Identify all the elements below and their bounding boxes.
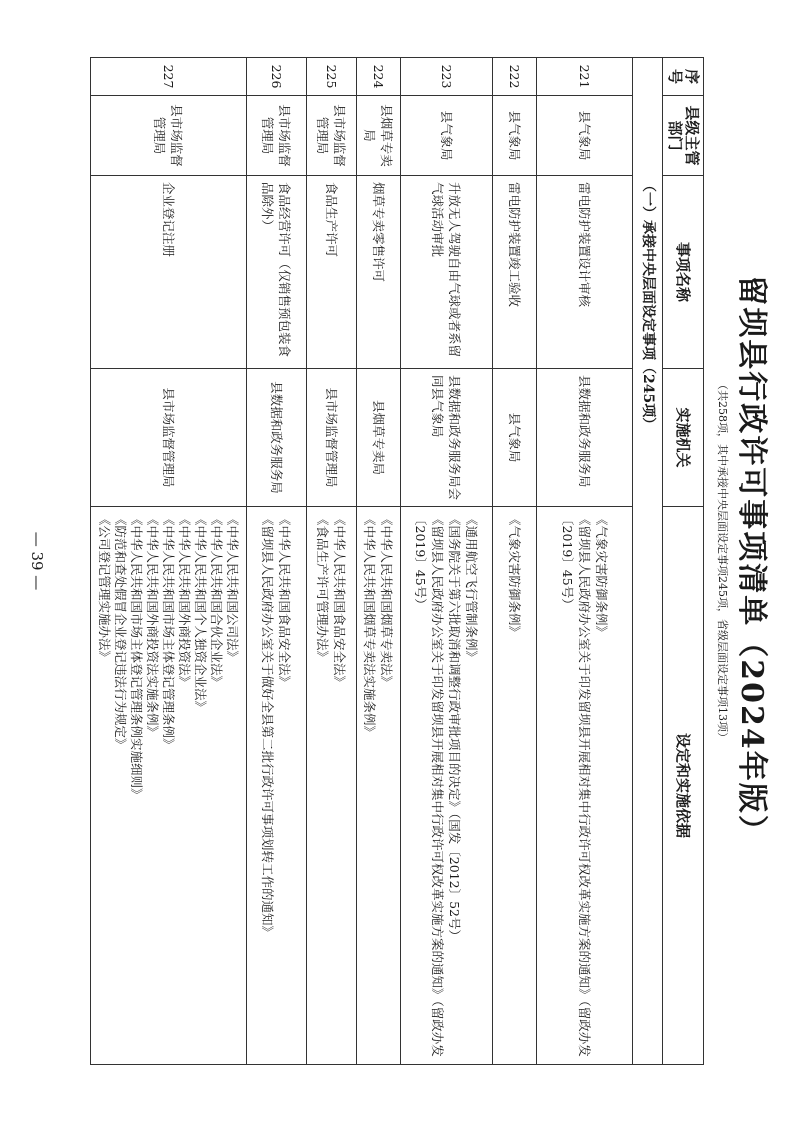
page-title: 留坝县行政许可事项清单（2024年版） [734,275,769,847]
row-no: 222 [493,58,537,96]
basis-line: 《留坝县人民政府办公室关于印发留坝县开展相对集中行政许可权改革实施方案的通知》（留政办发〔2019〕45号） [413,513,446,1057]
basis-line: 《中华人民共和国外商投资法实施条例》 [145,513,161,739]
row-no: 225 [307,58,357,96]
header-row [663,58,704,1065]
basis-line: 《公司登记管理实施办法》 [97,513,113,664]
table-row [91,58,247,1065]
table-row [247,58,307,1065]
basis-line: 《气象灾害防御条例》 [507,513,522,639]
row-name: 雷电防护装置设计审核 [537,176,633,369]
row-basis [247,507,307,1065]
row-name: 食品生产许可 [307,176,357,369]
table-row [307,58,357,1065]
header-agency: 实施机关 [663,369,704,507]
table-row [493,58,537,1065]
basis-line: 《中华人民共和国合伙企业法》 [209,513,225,689]
row-basis [493,507,537,1065]
header-dept: 县级主管部门 [663,96,704,176]
row-no: 223 [401,58,493,96]
row-name: 食品经营许可（仅销售预包装食品除外） [247,176,307,369]
page-subtitle: （共258项，其中承接中央层面设定事项245项，省级层面设定事项13项） [716,379,729,743]
row-name: 雷电防护装置竣工验收 [493,176,537,369]
row-dept: 县气象局 [493,96,537,176]
basis-line: 《国务院关于第六批取消和调整行政审批项目的决定》（国发〔2012〕52号） [447,513,463,942]
row-dept: 县烟草专卖局 [357,96,401,176]
row-agency: 县市场监督管理局 [307,369,357,507]
header-no: 序号 [663,58,704,96]
row-agency: 县市场监督管理局 [91,369,247,507]
basis-line: 《气象灾害防御条例》 [594,513,609,639]
basis-line: 《中华人民共和国烟草专卖法实施条例》 [362,513,378,739]
table-row [357,58,401,1065]
basis-line: 《中华人民共和国市场主体登记管理条例实施细则》 [129,513,145,801]
table-row [537,58,633,1065]
permits-table [90,57,704,1065]
row-basis [357,507,401,1065]
section-row [633,58,663,1065]
table-row [401,58,493,1065]
row-basis [401,507,493,1065]
row-dept: 县市场监督管理局 [307,96,357,176]
row-agency: 县数据和政务服务局 [537,369,633,507]
basis-line: 《留坝县人民政府办公室关于印发留坝县开展相对集中行政许可权改革实施方案的通知》（留政办发〔2019〕45号） [560,513,592,1057]
basis-line: 《防范和查处假冒企业登记违法行为规定》 [113,513,129,751]
header-basis: 设定和实施依据 [663,507,704,1065]
row-dept: 县市场监督管理局 [247,96,307,176]
header-name: 事项名称 [663,176,704,369]
row-basis [537,507,633,1065]
row-name: 烟草专卖零售许可 [357,176,401,369]
row-no: 226 [247,58,307,96]
row-agency: 县数据和政务服务局 [247,369,307,507]
row-agency: 县烟草专卖局 [357,369,401,507]
row-name: 升放无人驾驶自由气球或者系留气球活动审批 [401,176,493,369]
basis-line: 《中华人民共和国市场主体登记管理条例》 [161,513,177,751]
page-number: — 39 — [28,531,46,591]
row-basis [307,507,357,1065]
row-dept: 县市场监督管理局 [91,96,247,176]
basis-line: 《中华人民共和国公司法》 [225,513,241,664]
row-no: 224 [357,58,401,96]
section-title: （一）承接中央层面设定事项（245项） [633,58,663,1065]
basis-line: 《中华人民共和国个人独资企业法》 [193,513,209,714]
row-no: 221 [537,58,633,96]
basis-line: 《食品生产许可管理办法》 [315,513,331,664]
row-basis [91,507,247,1065]
row-name: 企业登记注册 [91,176,247,369]
basis-line: 《中华人民共和国烟草专卖法》 [379,513,395,689]
row-dept: 县气象局 [401,96,493,176]
row-dept: 县气象局 [537,96,633,176]
row-agency: 县气象局 [493,369,537,507]
row-agency: 县数据和政务服务局会同县气象局 [401,369,493,507]
basis-line: 《中华人民共和国食品安全法》 [332,513,348,689]
basis-line: 《中华人民共和国外商投资法》 [177,513,193,689]
basis-line: 《中华人民共和国食品安全法》 [277,513,293,689]
basis-line: 《留坝县人民政府办公室关于做好全县第二批行政许可事项划转工作的通知》 [260,513,276,939]
row-no: 227 [91,58,247,96]
basis-line: 《通用航空飞行管制条例》 [464,513,480,664]
